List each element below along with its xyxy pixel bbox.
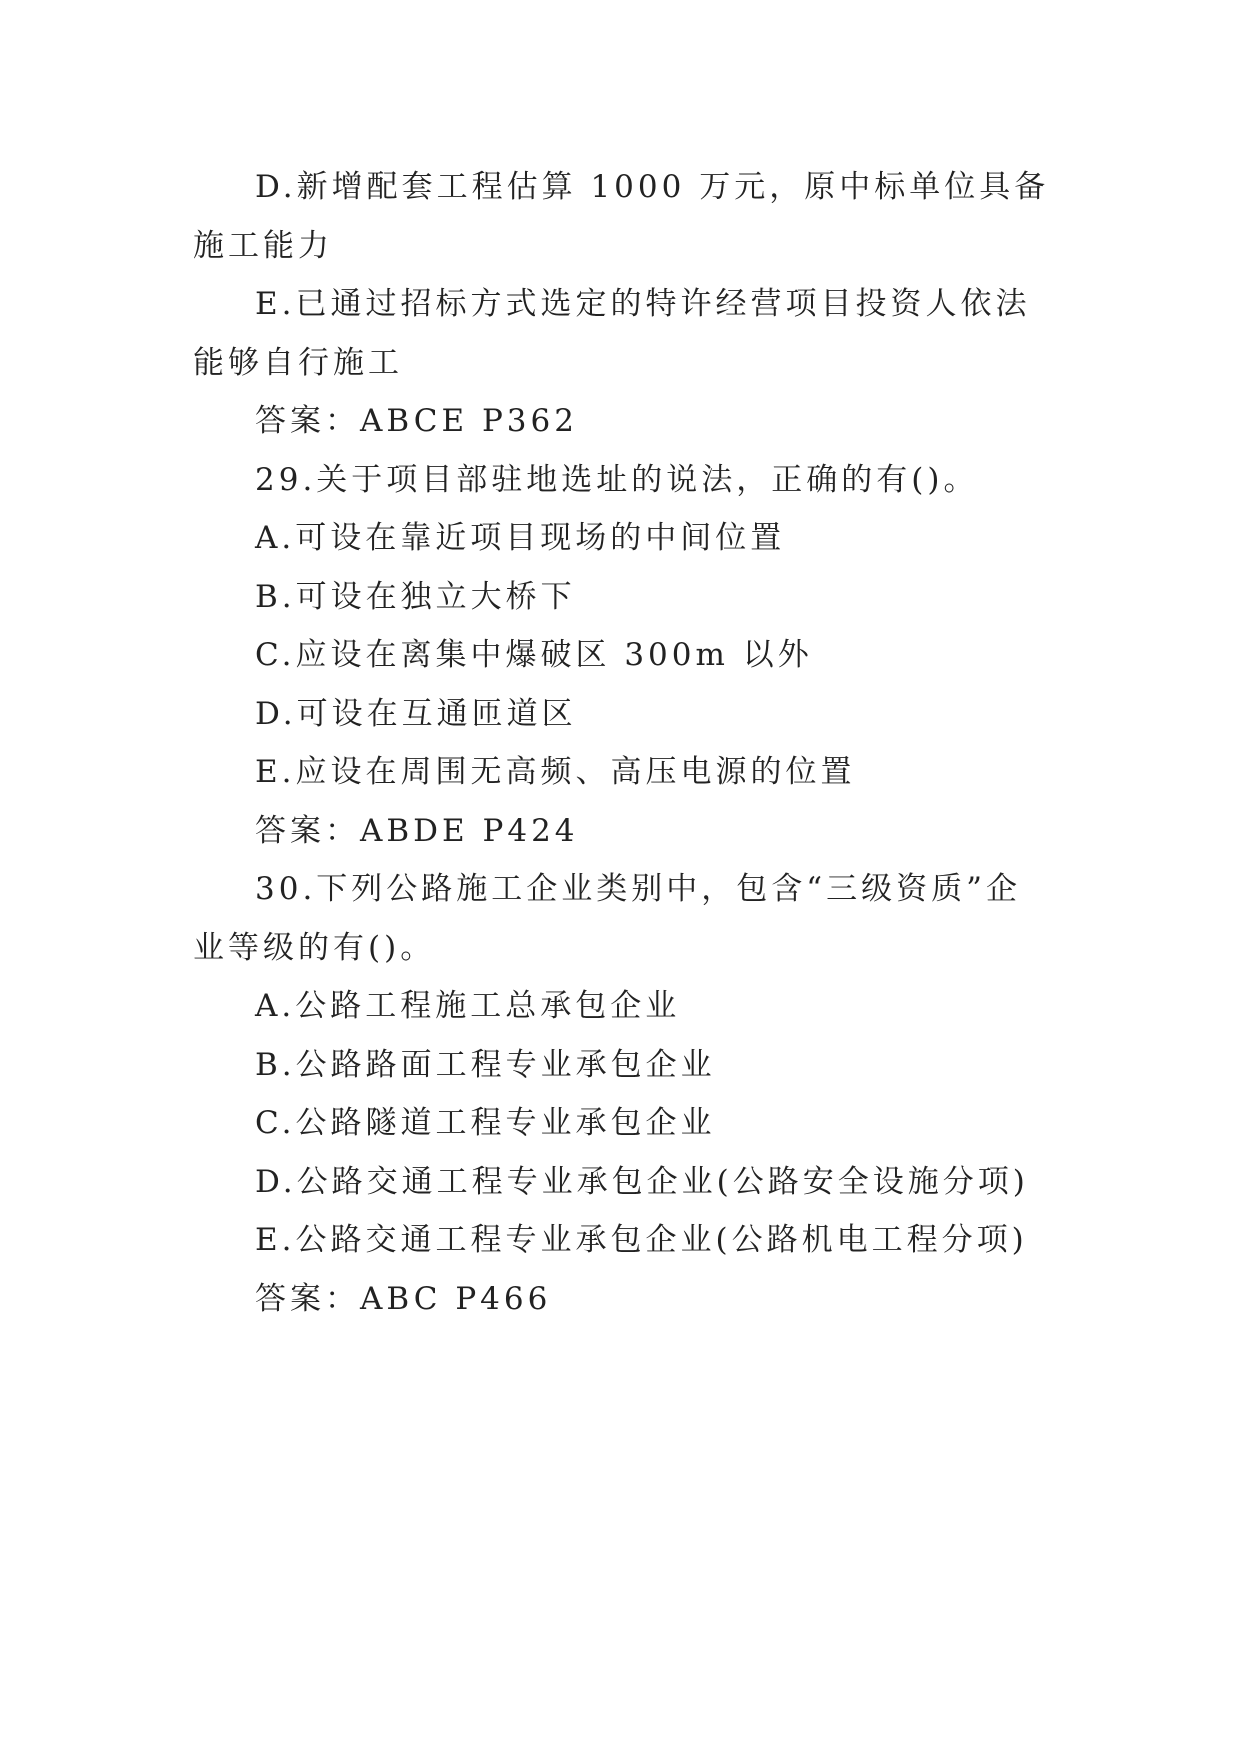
option-a-q29: A.可设在靠近项目现场的中间位置 [255,520,786,556]
option-d-q29: D.可设在互通匝道区 [255,695,577,732]
answer-q30: 答案：ABC P466 [255,1280,552,1317]
question-30: 30.下列公路施工企业类别中，包含“三级资质”企业等级的有()。 [193,871,1021,966]
option-d-q28: D.新增配套工程估算 1000 万元，原中标单位具备施工能力 [193,169,1050,264]
option-c-q29: C.应设在离集中爆破区 300m 以外 [255,637,813,673]
option-e-q29: E.应设在周围无高频、高压电源的位置 [255,754,856,790]
option-b-q29: B.可设在独立大桥下 [255,578,576,615]
answer-q29: 答案：ABDE P424 [255,812,579,849]
option-a-q30: A.公路工程施工总承包企业 [255,988,681,1024]
document-body [193,158,1053,1328]
option-e-q30: E.公路交通工程专业承包企业(公路机电工程分项) [255,1222,1028,1258]
option-b-q30: B.公路路面工程专业承包企业 [255,1046,716,1083]
option-e-q28: E.已通过招标方式选定的特许经营项目投资人依法能够自行施工 [193,286,1031,381]
option-d-q30: D.公路交通工程专业承包企业(公路安全设施分项) [255,1163,1029,1200]
option-c-q30: C.公路隧道工程专业承包企业 [255,1105,716,1141]
question-29: 29.关于项目部驻地选址的说法，正确的有()。 [255,461,979,498]
answer-q28: 答案：ABCE P362 [255,403,578,439]
